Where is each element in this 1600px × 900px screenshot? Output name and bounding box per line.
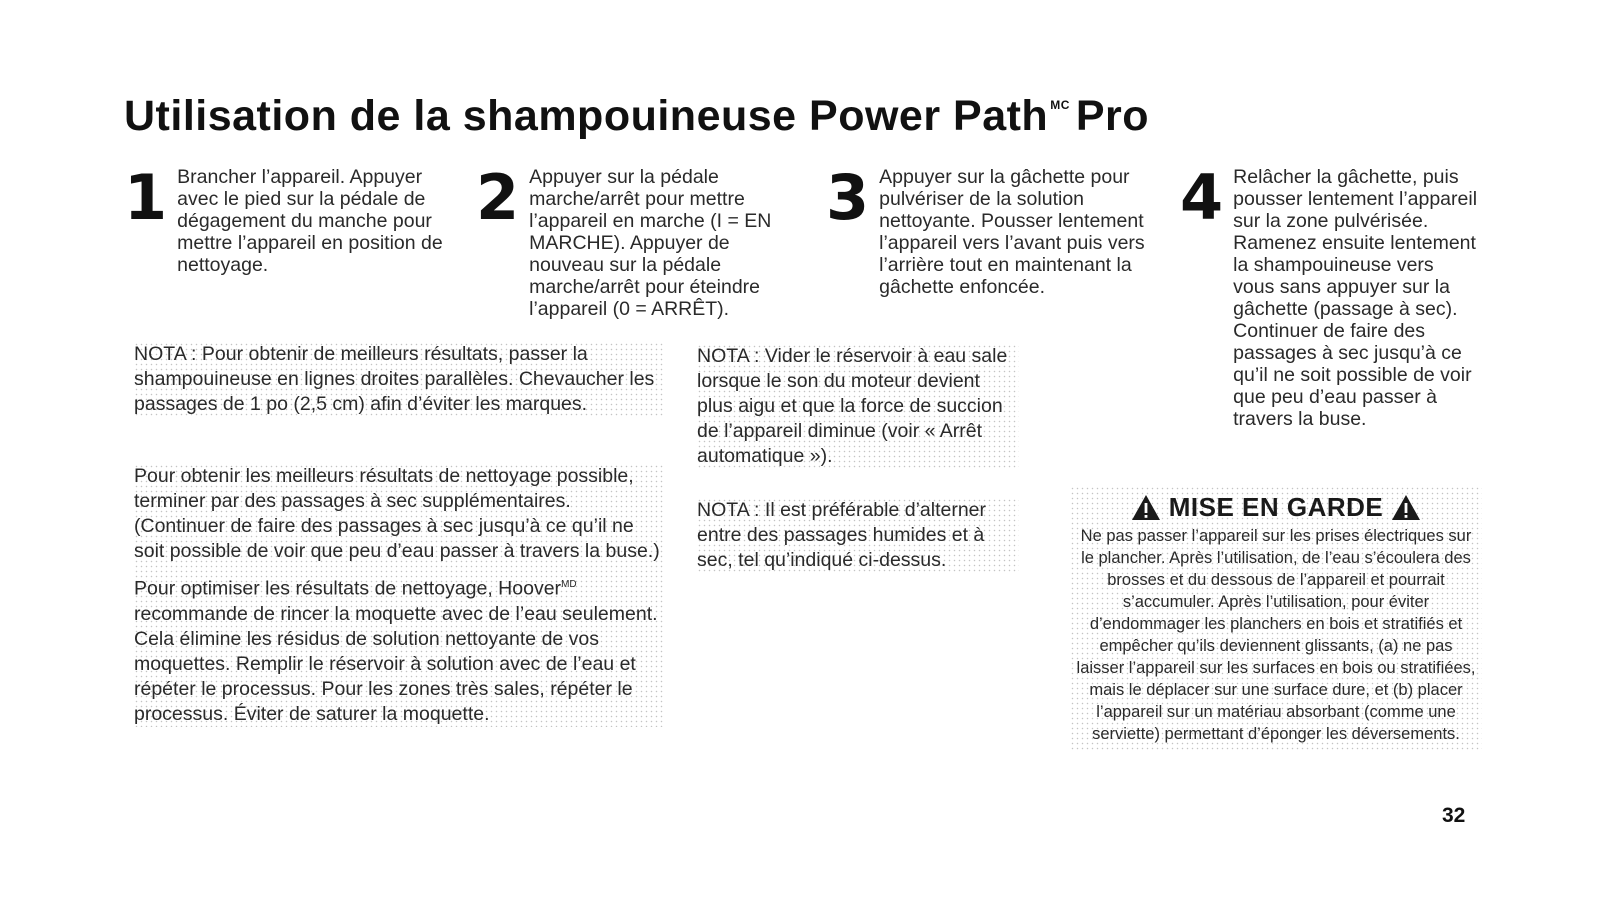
step-2 [476,161,796,320]
step-text: Appuyer sur la gâchette pour pulvériser de la solution nettoyante. Pousser lentement l’appareil vers l’avant puis vers l’arrière tout en maintenant la gâchette enfoncée. [879,166,1145,298]
step-1 [124,161,464,276]
warning-text: Ne pas passer l’appareil sur les prises électriques sur le plancher. Après l’utilisation, de l’eau s’écoulera des brosses et du dessous de l’appareil et pourrait s’accumuler. Après l’utilisation, pour éviter d’endommager les planchers en bois et stratifiés et empêcher qu’ils deviennent glissants, (a) ne pas laisser l’appareil sur les surfaces en bois ou stratifiées, mais le déplacer sur une surface dure, et (b) placer l’appareil sur un matériau absorbant (comme une serviette) permettant d’éponger les déversements. [1076,527,1476,743]
note-text: NOTA : Pour obtenir de meilleurs résultats, passer la shampouineuse en lignes droites parallèles. Chevaucher les passages de 1 po (2,5 cm) afin d’éviter les marques. [134,343,655,415]
trademark-md: MD [561,579,577,590]
note-text: recommande de rincer la moquette avec de l’eau seulement. Cela élimine les résidus de solution nettoyante de vos moquettes. Remplir le réservoir à solution avec de l’eau et répéter le processus. Pour les zones très sales, répéter le processus. Éviter de saturer la moquette. [134,602,658,725]
step-4 [1180,161,1480,430]
note-straight-lines [134,342,664,417]
title-suffix: Pro [1075,92,1150,140]
title-trademark: MC [1050,98,1070,112]
step-3 [826,161,1171,298]
note-empty-tank [697,344,1019,469]
step-number: 1 [124,161,168,234]
warning-box [1070,486,1482,751]
warning-triangle-icon [1391,494,1421,521]
warning-title [1076,492,1476,523]
note-text: NOTA : Il est préférable d’alterner entre des passages humides et à sec, tel qu’indiqué ci-dessus. [697,499,987,571]
page-number: 32 [1442,804,1466,827]
note-dry-passes [134,464,664,727]
step-text: Brancher l’appareil. Appuyer avec le pied sur la pédale de dégagement du manche pour mettre l’appareil en position de nettoyage. [177,166,443,276]
note-text: Pour optimiser les résultats de nettoyage, Hoover [134,577,562,600]
step-text: Relâcher la gâchette, puis pousser lentement l’appareil sur la zone pulvérisée. Ramenez ensuite lentement la shampouineuse vers vous sans appuyer sur la gâchette (passage à sec). Continuer de faire des passages à sec jusqu’à ce qu’il ne soit possible de voir que peu d’eau passer à travers la buse. [1233,166,1478,430]
step-number: 3 [826,161,870,234]
page-title [124,92,1149,141]
title-main: Utilisation de la shampouineuse Power Path [124,92,1049,140]
note-text: Pour obtenir les meilleurs résultats de nettoyage possible, terminer par des passages à sec supplémentaires. (Continuer de faire des passages à sec jusqu’à ce qu’il ne soit possible de voir que peu d’eau passer à travers la buse.) [134,465,660,562]
step-number: 2 [476,161,520,234]
step-text: Appuyer sur la pédale marche/arrêt pour mettre l’appareil en marche (I = EN MARCHE). Appuyer de nouveau sur la pédale marche/arrêt pour éteindre l’appareil (0 = ARRÊT). [529,166,772,320]
warning-title-text: MISE EN GARDE [1168,492,1384,522]
note-alternate-passes [697,498,1019,573]
step-number: 4 [1180,161,1224,234]
note-rinse-paragraph [134,572,664,727]
warning-triangle-icon [1131,494,1161,521]
note-text: NOTA : Vider le réservoir à eau sale lorsque le son du moteur devient plus aigu et que la force de succion de l’appareil diminue (voir « Arrêt automatique »). [697,345,1008,467]
